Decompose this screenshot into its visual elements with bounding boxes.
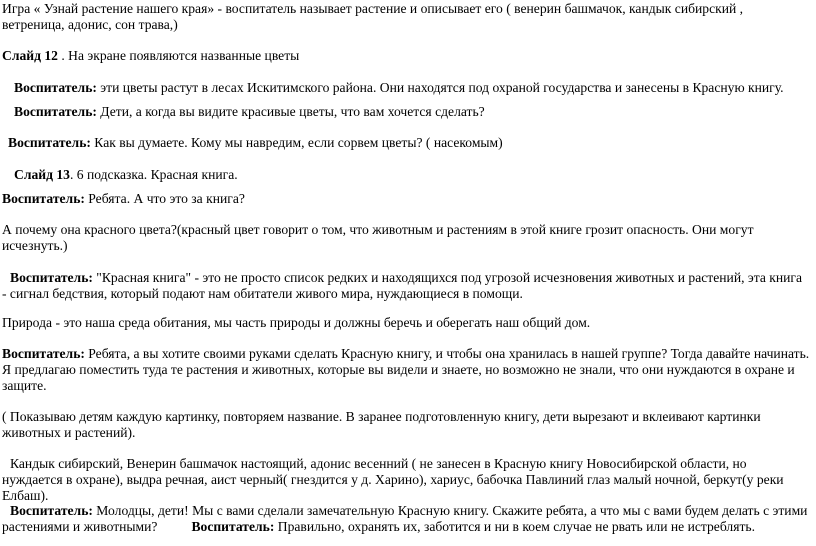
speaker-label: Воспитатель: — [191, 519, 275, 534]
speaker-label: Воспитатель: — [2, 191, 85, 206]
slide-label: Слайд 13 — [14, 167, 70, 182]
paragraph-slide-12 — [2, 48, 802, 64]
paragraph-text: Природа - это наша среда обитания, мы часть природы и должны беречь и оберегать наш общий дом. — [2, 315, 591, 330]
paragraph-text: Дети, а когда вы видите красивые цветы, что вам хочется сделать? — [96, 104, 485, 119]
paragraph-text: А почему она красного цвета?(красный цвет говорит о том, что животным и растениям в этой книге грозит опасность. Они могут исчезнуть.) — [2, 222, 754, 253]
paragraph-teacher-1 — [14, 80, 804, 96]
paragraph-text: . 6 подсказка. Красная книга. — [69, 167, 238, 182]
paragraph-text: эти цветы растут в лесах Искитимского района. Они находятся под охраной государства и занесены в Красную книгу. — [96, 80, 784, 95]
paragraph-species-list — [2, 456, 810, 504]
speaker-label: Воспитатель: — [14, 104, 97, 119]
paragraph-text: Игра « Узнай растение нашего края» - воспитатель называет растение и описывает его ( венерин башмачок, кандык сибирский , ветреница, адонис, сон трава,) — [2, 1, 744, 32]
paragraph-nature — [2, 315, 808, 331]
paragraph-teacher-5 — [2, 270, 808, 302]
paragraph-teacher-6 — [2, 346, 810, 394]
paragraph-teacher-2 — [14, 104, 804, 120]
paragraph-text: Кандык сибирский, Венерин башмачок настоящий, адонис весенний ( не занесен в Красную книгу Новосибирской области, но нуждается в охране), выдра речная, аист черный( гнездится у д. Харино), хариус, бабочка Павлиний глаз малый ночной, беркут(у реки Елбаш). — [2, 456, 784, 503]
paragraph-slide-13 — [14, 167, 804, 183]
paragraph-teacher-4 — [2, 191, 802, 207]
paragraph-text: Ребята, а вы хотите своими руками сделать Красную книгу, и чтобы она хранилась в нашей группе? Тогда давайте начинать. Я предлагаю поместить туда те растения и животных, которые вы видели и знаете, но возможно не знали, что они нуждаются в охране и защите. — [2, 346, 810, 393]
speaker-label: Воспитатель: — [8, 135, 91, 150]
paragraph-text: Ребята. А что это за книга? — [84, 191, 245, 206]
speaker-label: Воспитатель: — [14, 80, 97, 95]
speaker-label: Воспитатель: — [2, 346, 85, 361]
paragraph-text: "Красная книга" - это не просто список редких и находящихся под угрозой исчезновения животных и растений, эта книга - сигнал бедствия, который подают нам обитатели живого мира, нуждающиеся в помощи. — [2, 270, 803, 301]
slide-label: Слайд 12 — [2, 48, 58, 63]
paragraph-game — [2, 1, 802, 33]
paragraph-cards — [2, 409, 792, 441]
paragraph-text: Правильно, охранять их, заботится и ни в коем случае не рвать или не истреблять. — [274, 519, 755, 534]
paragraph-text: . На экране появляются названные цветы — [57, 48, 300, 63]
paragraph-text: Молодцы, дети! Мы с вами сделали замечательную Красную книгу. Скажите ребята, а что мы с вами будем делать с этими растениями и животными? — [2, 503, 808, 534]
paragraph-text: ( Показываю детям каждую картинку, повторяем название. В заранее подготовленную книгу, дети вырезают и вклеивают картинки животных и растений). — [2, 409, 761, 440]
paragraph-text: Как вы думаете. Кому мы навредим, если сорвем цветы? ( насекомым) — [90, 135, 503, 150]
paragraph-teacher-7 — [2, 503, 808, 535]
paragraph-teacher-3 — [8, 135, 804, 151]
paragraph-question — [2, 222, 792, 254]
speaker-label: Воспитатель: — [10, 270, 93, 285]
speaker-label: Воспитатель: — [10, 503, 93, 518]
